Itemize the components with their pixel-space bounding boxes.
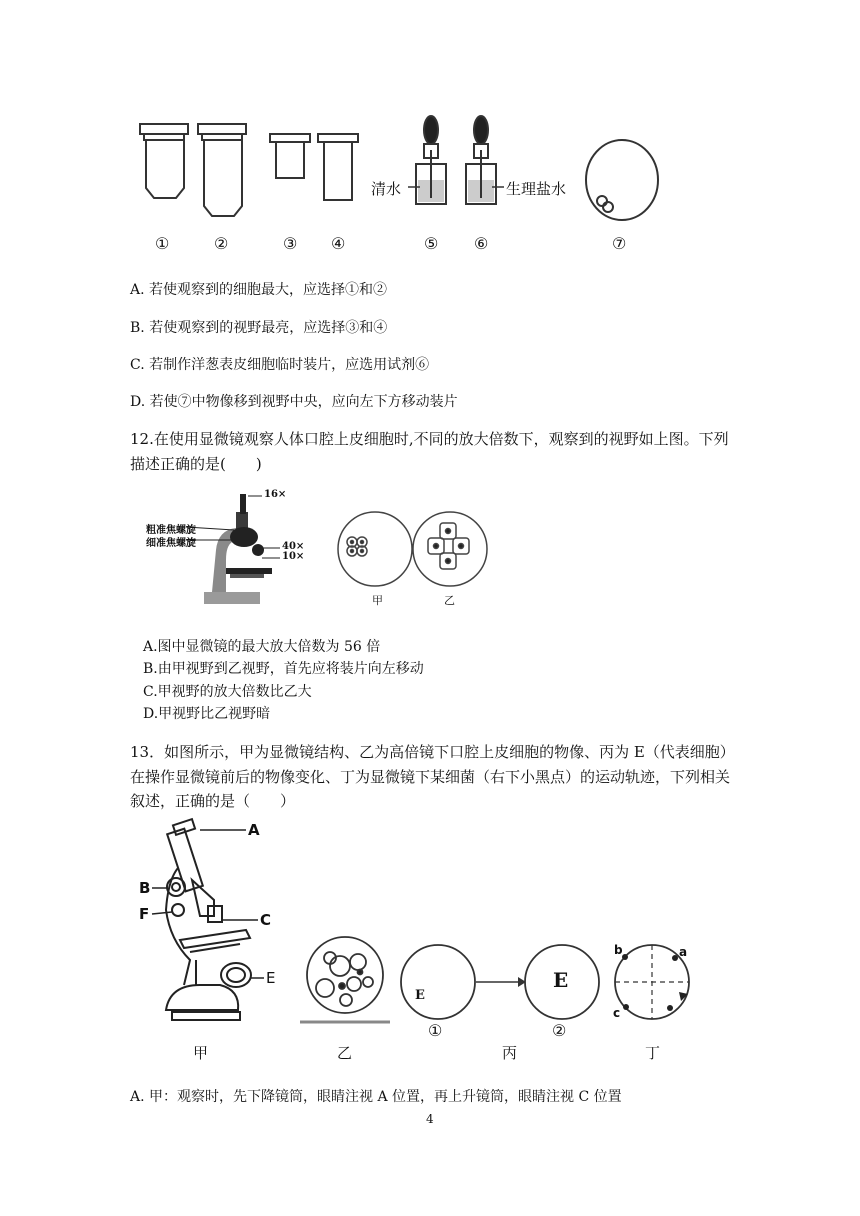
q12-figure bbox=[0, 480, 860, 620]
arrow-icon bbox=[476, 977, 526, 987]
track-point-c: c bbox=[613, 1006, 621, 1020]
q11-option-c: C. 若制作洋葱表皮细胞临时装片，应选用试剂⑥ bbox=[130, 357, 430, 373]
q13-option-a: A. 甲：观察时，先下降镜筒，眼睛注视 A 位置，再上升镜筒，眼睛注视 C 位置 bbox=[130, 1089, 622, 1105]
caption-ding: 丁 bbox=[645, 1044, 661, 1062]
q12-stem-line2: 描述正确的是( ) bbox=[130, 455, 262, 473]
q11-option-b: B. 若使观察到的视野最亮，应选择③和④ bbox=[130, 320, 388, 336]
q12-stem-line1: 12.在使用显微镜观察人体口腔上皮细胞时,不同的放大倍数下，观察到的视野如上图。下列 bbox=[130, 430, 729, 448]
track-point-b: b bbox=[614, 943, 623, 957]
view-circ-1: ① bbox=[428, 1021, 443, 1040]
view-yi-label: 乙 bbox=[444, 594, 455, 607]
q12-option-a: A.图中显微镜的最大放大倍数为 56 倍 bbox=[143, 639, 381, 655]
microscope-q12-icon bbox=[204, 494, 272, 604]
cell-e-after: E bbox=[553, 968, 569, 992]
q13-stem-line1: 13．如图所示，甲为显微镜结构、乙为高倍镜下口腔上皮细胞的物像、丙为 E（代表细胞） bbox=[130, 743, 735, 761]
track-view bbox=[615, 945, 689, 1019]
cell-e-before: E bbox=[415, 988, 425, 1003]
label-3: ③ bbox=[283, 234, 298, 253]
view-circ-2: ② bbox=[552, 1021, 567, 1040]
q11-option-d: D. 若使⑦中物像移到视野中央，应向左下方移动装片 bbox=[130, 394, 458, 410]
saline-label: 生理盐水 bbox=[506, 180, 567, 198]
q13-figure bbox=[0, 0, 860, 260]
label-7: ⑦ bbox=[612, 234, 627, 253]
q13-stem-line3: 叙述，正确的是（ ） bbox=[130, 792, 296, 810]
q12-option-c: C.甲视野的放大倍数比乙大 bbox=[143, 684, 312, 700]
caption-bing: 丙 bbox=[502, 1044, 518, 1062]
label-5: ⑤ bbox=[424, 234, 439, 253]
view-before-circle bbox=[401, 945, 475, 1019]
view-jia bbox=[338, 512, 412, 586]
q12-option-d: D.甲视野比乙视野暗 bbox=[143, 706, 271, 722]
fine-knob-label: 细准焦螺旋 bbox=[146, 538, 196, 549]
view-jia-label: 甲 bbox=[372, 594, 383, 607]
view-yi bbox=[413, 512, 487, 586]
page-number: 4 bbox=[426, 1112, 434, 1126]
caption-jia: 甲 bbox=[193, 1044, 209, 1062]
part-f-label: F bbox=[139, 905, 150, 923]
oral-cells-view bbox=[307, 937, 383, 1013]
track-point-a: a bbox=[679, 945, 688, 959]
objective-low-mag: 10× bbox=[282, 551, 305, 562]
label-1: ① bbox=[155, 234, 170, 253]
label-6: ⑥ bbox=[474, 234, 489, 253]
q12-option-b: B.由甲视野到乙视野，首先应将装片向左移动 bbox=[143, 661, 424, 677]
objective-high-mag: 40× bbox=[282, 541, 305, 552]
label-2: ② bbox=[214, 234, 229, 253]
part-a-label: A bbox=[248, 821, 260, 839]
label-4: ④ bbox=[331, 234, 346, 253]
q11-option-a: A. 若使观察到的细胞最大，应选择①和② bbox=[130, 282, 388, 298]
eyepiece-mag: 16× bbox=[264, 489, 287, 500]
part-e-label: E bbox=[266, 969, 276, 987]
part-b-label: B bbox=[139, 879, 151, 897]
q13-stem-line2: 在操作显微镜前后的物像变化、丁为显微镜下某细菌（右下小黑点）的运动轨迹，下列相关 bbox=[130, 768, 731, 786]
caption-yi: 乙 bbox=[337, 1044, 353, 1062]
water-label: 清水 bbox=[371, 180, 402, 198]
coarse-knob-label: 粗准焦螺旋 bbox=[146, 525, 196, 536]
part-c-label: C bbox=[260, 911, 272, 929]
